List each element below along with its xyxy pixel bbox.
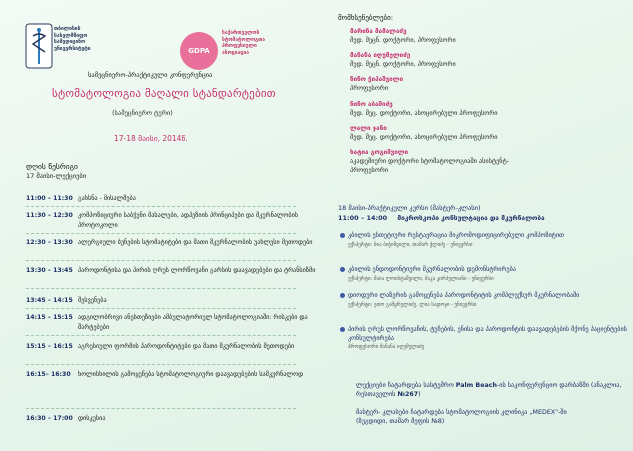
lecturer — [350, 51, 610, 69]
venue-hotel: Palm Beach — [455, 382, 497, 389]
lecturer-rank: პროფესორი — [350, 85, 389, 92]
agenda-row — [26, 211, 316, 230]
topic-text: კბილის ენდოდონტიური მკურნალობის დემონსტრირება — [348, 266, 516, 273]
course-topic — [348, 292, 628, 309]
lecturer-rank: მედ. მეც. დოქტორი, ასოცირებული პროფესორი — [350, 134, 498, 141]
lecturer-rank: მედ. მეც. დოქტორი, ასოცირებული პროფესორი — [350, 110, 498, 117]
divider — [26, 260, 296, 261]
agenda-row — [26, 370, 316, 380]
lecturer-name: ნინო აბაშიძე — [350, 101, 393, 108]
divider — [26, 408, 296, 409]
divider — [26, 288, 296, 289]
agenda-row — [26, 238, 316, 248]
course-topic — [348, 266, 628, 283]
agenda-desc: გახსნა - მისალმება — [78, 195, 136, 202]
conference-note: (სამეცნიერო ტური) — [112, 109, 173, 117]
agenda-time: 16:30 – 17:00 — [26, 415, 73, 422]
lecturer-rank: მედ. მეცნ. დოქტორი, პროფესორი — [350, 37, 456, 44]
lecturer — [350, 124, 610, 142]
venue-lectures: ლექციები ჩატარდება სასტუმრო Palm Beach-ის საკონფერენციო დარბაზში (ანაკლია, რესთაველის №267) — [356, 382, 622, 398]
venue-text: ლექციები ჩატარდება სასტუმრო — [356, 382, 454, 389]
agenda-desc: შესვენება — [78, 297, 107, 304]
agenda-row — [26, 414, 316, 424]
course-topic — [348, 326, 628, 352]
divider — [26, 364, 296, 365]
agenda-time: 16:15– 16:30 — [26, 371, 71, 378]
venue-number: №267 — [397, 391, 419, 398]
conference-title: სტომატოლოგია მაღალი სტანდარტებით — [52, 87, 276, 100]
university-logo-icon — [24, 22, 54, 70]
agenda-desc: ადგილობრივი ანესთეზიები ამბულატორიულ სტომატოლოგიაში: რისკები და შარტებები — [78, 314, 308, 331]
bullet-icon — [340, 267, 345, 272]
agenda-time: 13:30 – 13:45 — [26, 267, 73, 274]
agenda-time: 11:00 – 11:30 — [26, 195, 73, 202]
agenda-time: 14:15 – 15:15 — [26, 314, 73, 321]
course-topic — [348, 232, 628, 249]
agenda-time: 11:30 – 12:30 — [26, 212, 73, 219]
agenda-desc: ხოლისხილის გამოყენება სტომატოლოგიური დაავადებების სამკურნალოდ — [78, 371, 304, 378]
topic-speaker: ექსპერტი: ეთო გამყრელიძე, ლია სადოჯი - უნივერსი — [348, 301, 477, 308]
lecturer-rank: აკადემიური დოქტორი სტომატოლოგიაში ასისტენტ-პროფესორი — [350, 158, 509, 174]
lecturer — [350, 100, 610, 118]
course-heading: 18 მაისი-პრაქტიკული კურსი (მასტერ-კლასი) — [338, 204, 481, 212]
agenda-row — [26, 194, 316, 204]
venue-text: მასტერ- კლასები ჩატარდება სტომატოლოგიის კლინიკა „MEDEX"-ში — [356, 409, 567, 416]
association-name: საქართველოს სტომატოლოგთა პროფესიული ასოციაცია — [222, 30, 266, 56]
agenda-desc: პაროდონტისა და პირის ღრუს ლორწოვანი გარსის დაავადებები და ტრანსიზმი — [78, 267, 316, 274]
topic-text: კბილის ესთეტიური რესტავრაცია მიკრომოდიფიცირებული კომპოზიტით — [348, 232, 564, 239]
agenda-row — [26, 342, 316, 352]
agenda-row — [26, 296, 316, 306]
agenda-desc: დისკუსია — [78, 415, 106, 422]
university-name: თბილისის სახელმწიფო სამედიცინო უნივერსიტეტი — [54, 26, 91, 52]
agenda-row — [26, 313, 316, 332]
divider — [26, 308, 296, 309]
lecturer — [350, 27, 610, 45]
conference-subtitle: სამეცნიერო-პრაქტიკული კონფერენცია — [88, 71, 213, 79]
venue-text: -ის საკონფერენციო დარბაზში (ანაკლია, რესთაველის — [356, 382, 622, 398]
lecturer-rank: მედ. მეცნ. დოქტორი, პროფესორი — [350, 61, 456, 68]
agenda-time: 13:45 – 14:15 — [26, 297, 73, 304]
agenda-heading: დღის წესრიგი — [26, 162, 78, 171]
agenda-row — [26, 266, 316, 276]
lecturer-name: მარინა მამალაძე — [350, 28, 407, 35]
course-schedule — [338, 214, 545, 222]
venue-masterclass — [356, 408, 626, 426]
course-time: 11:00 – 14:00 — [338, 214, 388, 222]
bullet-icon — [340, 327, 345, 332]
topic-speaker: ექსპერტი: მაია ლოისტაშვილი, მაკა კირპულიანი - უნივერსი — [348, 275, 494, 282]
topic-speaker: პროფესორი მანანა იღუმელიძე — [348, 344, 425, 350]
bullet-icon — [340, 233, 345, 238]
topic-text: პირის ღრუს ლორწოვანის, ტუჩების, ენისა და პაროდონტის დაავადებების მქონე პაციენტების კონსულტირება — [348, 326, 627, 342]
gdpa-logo: GDPA — [180, 32, 218, 70]
conference-date: 17-18 მაისი, 2014წ. — [114, 134, 188, 143]
lecturer-name: ხატია გოგიშვილი — [350, 149, 409, 156]
divider — [26, 233, 296, 234]
agenda-desc: კომპოზიციური საბჭენი მასალები, ადჰეზიის პრინციპები და მკურნალობის პროტოკოლი — [78, 212, 299, 229]
divider — [26, 206, 296, 207]
venue-address: (ზუგდიდი, თამარ მეფის №8) — [356, 418, 445, 425]
agenda-day: 17 მაისი-ლექციები — [26, 172, 87, 180]
course-title: მიკროსკოპი კონსულტაცია და მკურნალობა — [397, 214, 545, 222]
topic-text: დიოდური ლაზერის გამოყენება პაროდონტიტის კომპლექსურ მკურნალობაში — [348, 292, 580, 299]
agenda-time: 15:15 – 16:15 — [26, 343, 73, 350]
lecturer — [350, 75, 610, 93]
divider — [26, 335, 296, 336]
logos-header — [24, 22, 314, 76]
agenda-time: 12:30 – 13:30 — [26, 239, 73, 246]
agenda-desc: ალერგიული ბუნების სტომატიტები და მათი მკურნალობის უახლესი მეთოდები — [78, 239, 313, 246]
lecturer — [350, 148, 610, 175]
topic-speaker: ექსპერტი: ნია ბიჭიშვილი, თამარ ჭლიძე - უნივერსი — [348, 241, 473, 248]
lecturer-name: ლალი ჯანი — [350, 125, 387, 132]
agenda-desc: აგრესიული ფორმის პაროდონტიტები და მათი მკურნალობის მეთოდები — [78, 343, 295, 350]
lecturer-name: ნინო ჭიპაშვილი — [350, 76, 404, 83]
bullet-icon — [340, 293, 345, 298]
lecturers-heading: მომხსენებლები: — [338, 14, 394, 22]
lecturer-name: მანანა იღუმელიძე — [350, 52, 411, 59]
